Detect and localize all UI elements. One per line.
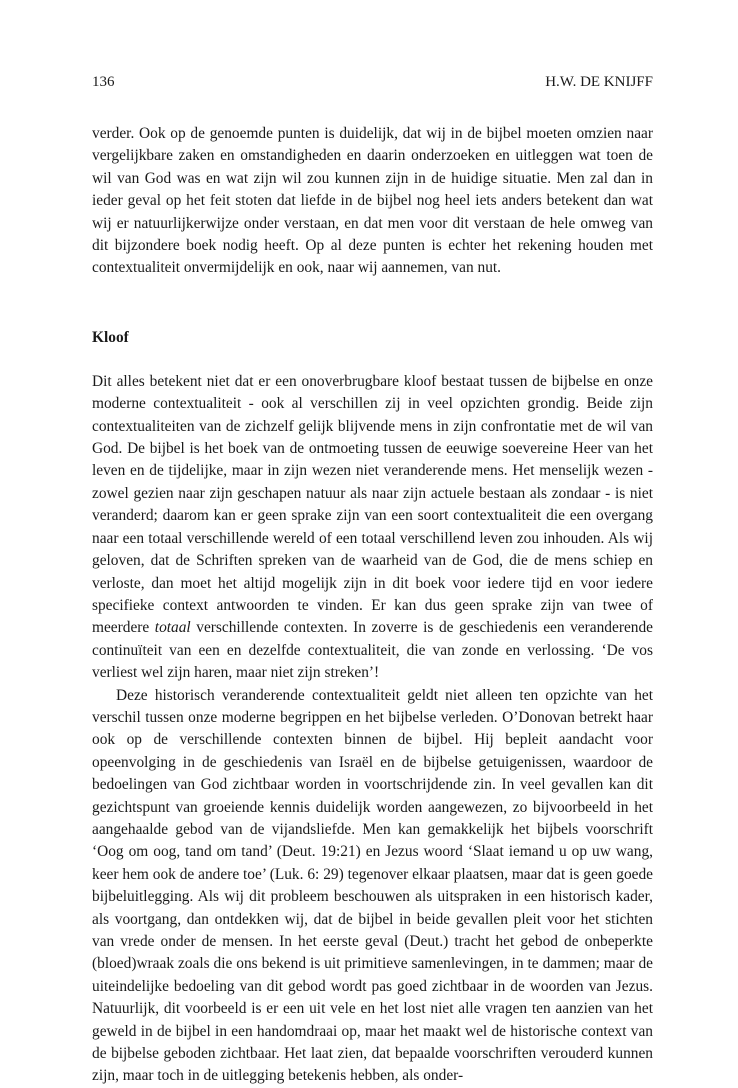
section-heading: Kloof xyxy=(92,328,129,346)
page-number: 136 xyxy=(92,74,115,90)
running-header xyxy=(92,72,653,92)
book-page xyxy=(92,72,653,1088)
paragraph-kloof xyxy=(92,371,653,685)
emphasis-totaal: totaal xyxy=(154,619,191,637)
paragraph-kloof-text-b: verschillende contexten. In zoverre is de geschiedenis een veranderende continuïteit van een en dezelfde contextualiteit, die van zonde en verlossing. ‘De vos verliest wel zijn haren, maar niet zijn streken’! xyxy=(92,619,653,682)
paragraph-historisch: Deze historisch veranderende contextualiteit geldt niet alleen ten opzichte van het verschil tussen onze moderne begrippen en het bijbelse verleden. O’Donovan betrekt haar ook op de verschillende contexten binnen de bijbel. Hij bepleit aandacht voor opeenvolging in de geschiedenis van Israël en de bijbelse getuigenissen, waardoor de bedoelingen van God zichtbaar worden in voortschrijdende zin. In veel gevallen kan dit gezichtspunt van groeiende kennis duidelijk worden aangewezen, zo bijvoorbeeld in het aangehaalde gebod van de vijandsliefde. Men kan gemakkelijk het bijbels voorschrift ‘Oog om oog, tand om tand’ (Deut. 19:21) en Jezus woord ‘Slaat iemand u op uw wang, keer hem ook de andere toe’ (Luk. 6: 29) tegenover elkaar plaatsen, maar dat is geen goede bijbeluitlegging. Als wij dit probleem beschouwen als uitspraken in een historisch kader, als voortgang, dan ontdekken wij, dat de bijbel in beide gevallen pleit voor het stichten van vrede onder de mensen. In het eerste geval (Deut.) tracht het gebod de onbeperkte (bloed)wraak zoals die ons bekend is uit primitieve samenlevingen, in te dammen; maar de uiteindelijke bedoeling van dit gebod wordt pas goed zichtbaar in de woorden van Jezus. Natuurlijk, dit voorbeeld is er een uit vele en het lost niet alle vragen ten aanzien van het geweld in de bijbel in een handomdraai op, maar het maakt wel de historische context van de bijbelse geboden zichtbaar. Het laat zien, dat bepaalde voorschriften verouderd kunnen zijn, maar toch in de uitlegging betekenis hebben, als onder- xyxy=(92,686,653,1085)
paragraph-kloof-text-a: Dit alles betekent niet dat er een onoverbrugbare kloof bestaat tussen de bijbelse en onze moderne contextualiteit - ook al verschillen zij in veel opzichten grondig. Beide zijn contextualiteiten van de zichzelf gelijk blijvende mens in zijn confrontatie met de wil van God. De bijbel is het boek van de ontmoeting tussen de eeuwige soevereine Heer van het leven en de tijdelijke, maar in zijn wezen niet veranderende mens. Het menselijk wezen - zowel gezien naar zijn geschapen natuur als naar zijn actuele bestaan als zondaar - is niet veranderd; daarom kan er geen sprake zijn van een soort contextualiteit die een overgang naar een totaal verschillende wereld of een totaal verschillend leven zou inhouden. Als wij geloven, dat de Schriften spreken van de waarheid van de God, die de mens schiep en verloste, dan moet het altijd mogelijk zijn in dit boek voor iedere tijd en voor iedere specifieke context antwoorden te vinden. Er kan dus geen sprake zijn van twee of meerdere xyxy=(92,372,653,637)
paragraph-intro: verder. Ook op de genoemde punten is duidelijk, dat wij in de bijbel moeten omzien naar vergelijkbare zaken en omstandigheden en daarin onderzoeken en uitleggen wat toen de wil van God was en wat zijn wil zou kunnen zijn in de huidige situatie. Men zal dan in ieder geval op het feit stoten dat liefde in de bijbel nog heel iets anders betekent dan wat wij er natuurlijkerwijze onder verstaan, en dat men voor dit verstaan de hele omweg van dit bijzondere boek nodig heeft. Op al deze punten is echter het rekening houden met contextualiteit onvermijdelijk en ook, naar wij aannemen, van nut. xyxy=(92,125,653,277)
running-title: H.W. DE KNIJFF xyxy=(545,74,653,90)
